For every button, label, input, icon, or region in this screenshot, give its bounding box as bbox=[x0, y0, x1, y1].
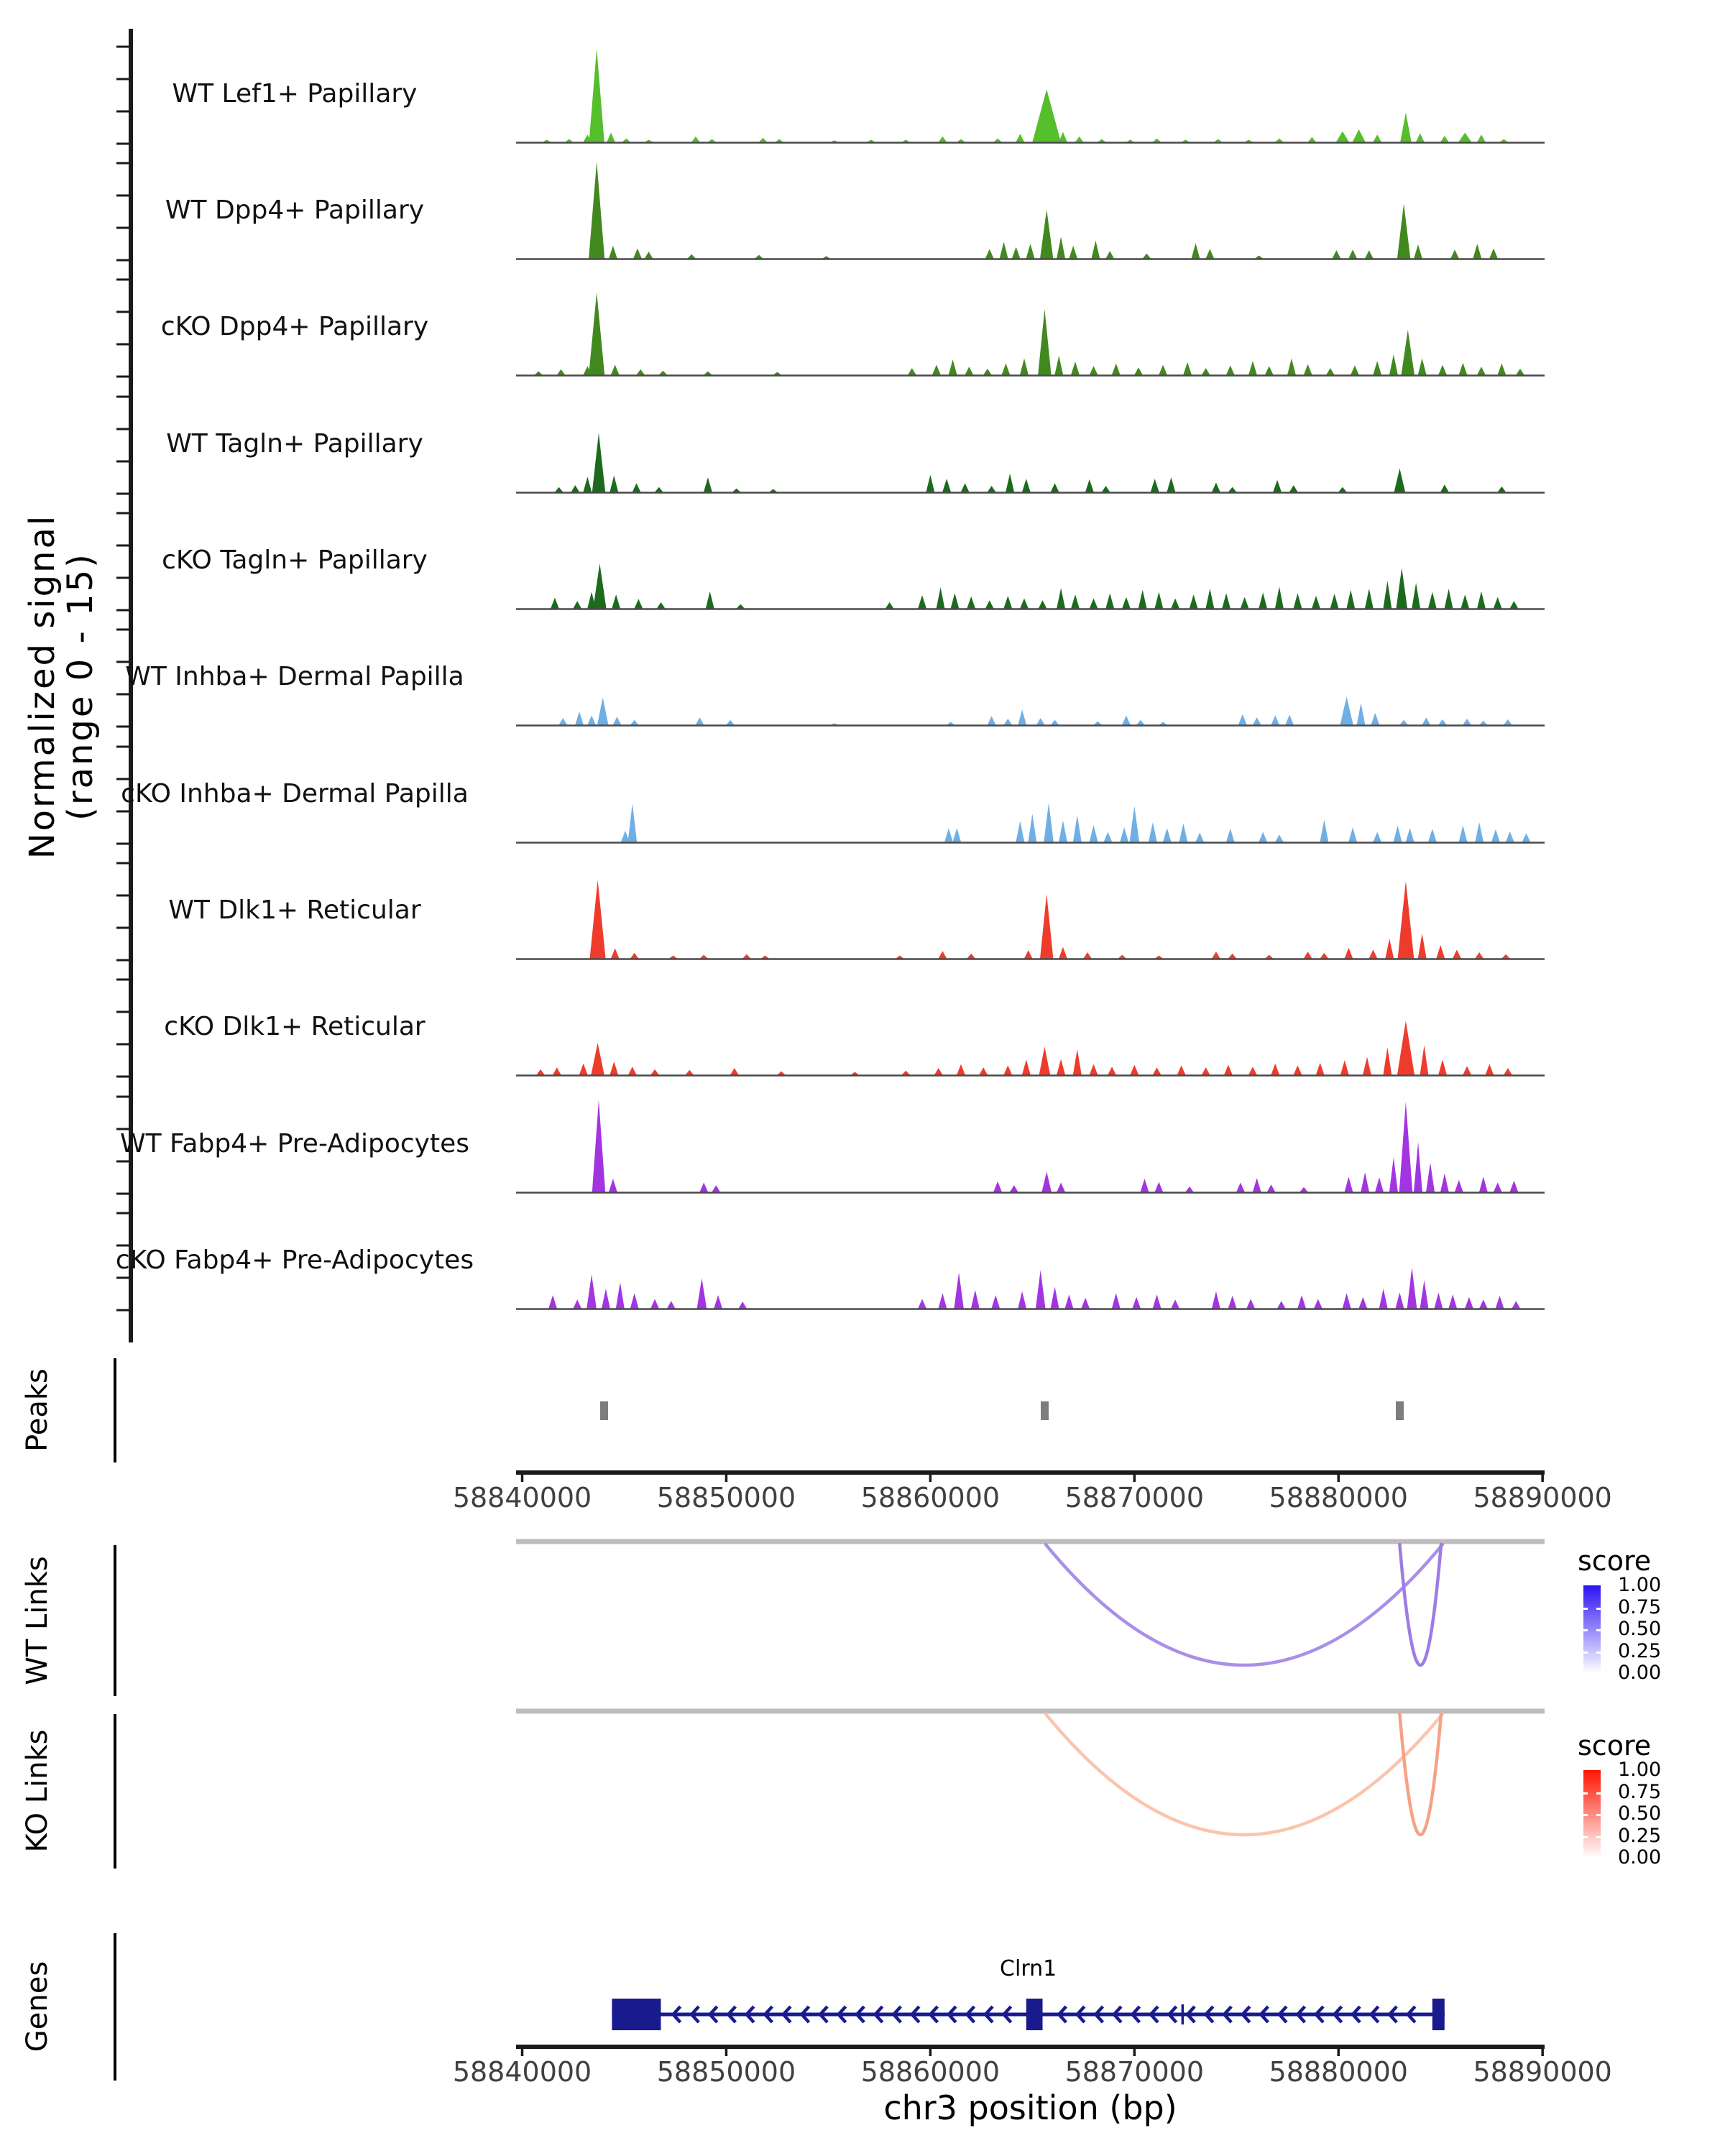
axis-tick-label: 58870000 bbox=[1064, 2056, 1205, 2088]
coverage-track bbox=[516, 1084, 1549, 1196]
axis-tick-label: 58860000 bbox=[860, 2056, 1000, 2088]
axis-tick-label: 58890000 bbox=[1473, 2056, 1612, 2088]
gene-name-label: Clrn1 bbox=[1000, 1956, 1057, 1981]
legend-label: 0.50 bbox=[1618, 1802, 1662, 1825]
legend-label: 1.00 bbox=[1618, 1574, 1662, 1596]
y-axis-label-line2: (range 0 - 15) bbox=[60, 552, 101, 821]
gene-exon bbox=[1432, 1999, 1445, 2030]
coverage-track bbox=[516, 851, 1549, 962]
legend-label: 0.75 bbox=[1618, 1595, 1662, 1618]
link-arc bbox=[1046, 1544, 1443, 1665]
axis-tick-label: 58860000 bbox=[860, 1482, 1000, 1514]
link-arc bbox=[1399, 1714, 1441, 1835]
axis-tick-label: 58880000 bbox=[1269, 2056, 1408, 2088]
x-axis-top bbox=[452, 1470, 1612, 1520]
genes-bracket bbox=[114, 1933, 116, 2081]
legend-label: 0.00 bbox=[1618, 1846, 1662, 1869]
coverage-track bbox=[516, 151, 1549, 262]
legend-label: 1.00 bbox=[1618, 1759, 1662, 1781]
axis-tick-label: 58840000 bbox=[452, 1482, 592, 1514]
wt-links-panel-label: WT Links bbox=[21, 1556, 54, 1685]
peaks-bracket bbox=[114, 1358, 116, 1462]
legend-label: 0.00 bbox=[1618, 1662, 1662, 1684]
legend-tick-labels bbox=[1618, 1575, 1661, 1685]
ko-links-score-legend bbox=[1576, 1730, 1724, 1881]
legend-title: score bbox=[1578, 1545, 1652, 1577]
legend-tick-labels bbox=[1618, 1759, 1661, 1869]
axis-tick-label: 58880000 bbox=[1269, 1482, 1408, 1514]
wt-links-bracket bbox=[114, 1545, 116, 1696]
gene-exon bbox=[612, 1999, 661, 2030]
x-axis-title: chr3 position (bp) bbox=[883, 2088, 1177, 2127]
coverage-track bbox=[516, 267, 1549, 379]
ko-links-bracket bbox=[114, 1714, 116, 1869]
wt-links-score-legend bbox=[1576, 1545, 1724, 1696]
link-arc bbox=[1046, 1714, 1443, 1835]
axis-tick-label: 58890000 bbox=[1473, 1482, 1612, 1514]
peaks-panel-label: Peaks bbox=[21, 1368, 54, 1452]
genes-panel-label: Genes bbox=[21, 1961, 54, 2053]
track-label: WT Fabp4+ Pre-Adipocytes bbox=[120, 1129, 469, 1158]
track-label: cKO Inhba+ Dermal Papilla bbox=[121, 779, 469, 808]
peak-interval bbox=[600, 1401, 608, 1420]
axis-tick-label: 58850000 bbox=[656, 1482, 796, 1514]
track-label: WT Dlk1+ Reticular bbox=[168, 895, 421, 925]
track-label: cKO Dpp4+ Papillary bbox=[160, 312, 429, 341]
legend-label: 0.25 bbox=[1618, 1639, 1662, 1662]
axis-tick-label: 58870000 bbox=[1064, 1482, 1205, 1514]
legend-title: score bbox=[1578, 1730, 1652, 1761]
track-label: cKO Tagln+ Papillary bbox=[162, 545, 428, 575]
coverage-track bbox=[516, 734, 1549, 846]
axis-tick-label: 58850000 bbox=[656, 2056, 796, 2088]
link-arc bbox=[1399, 1544, 1441, 1665]
coverage-track bbox=[516, 1201, 1549, 1312]
gene-exon bbox=[1026, 1999, 1043, 2030]
score-gradient-bar bbox=[1583, 1585, 1601, 1673]
coverage-track bbox=[516, 501, 1549, 612]
track-label: cKO Dlk1+ Reticular bbox=[164, 1012, 426, 1041]
track-label: WT Tagln+ Papillary bbox=[166, 429, 423, 459]
score-gradient-bar bbox=[1583, 1770, 1601, 1858]
track-label: cKO Fabp4+ Pre-Adipocytes bbox=[115, 1245, 474, 1275]
peak-interval bbox=[1396, 1401, 1404, 1420]
coverage-track bbox=[516, 967, 1549, 1079]
axis-tick-label: 58840000 bbox=[452, 2056, 592, 2088]
legend-label: 0.75 bbox=[1618, 1780, 1662, 1803]
coverage-track bbox=[516, 384, 1549, 496]
gene-exon bbox=[1182, 2004, 1184, 2024]
track-label: WT Lef1+ Papillary bbox=[172, 79, 418, 109]
ko-links-panel-label: KO Links bbox=[21, 1729, 54, 1853]
track-label: WT Inhba+ Dermal Papilla bbox=[125, 662, 464, 691]
coverage-track bbox=[516, 617, 1549, 729]
wt-links-arcs bbox=[516, 1539, 1551, 1708]
y-axis-label-line1: Normalized signal bbox=[22, 513, 63, 860]
peak-interval bbox=[1041, 1401, 1049, 1420]
ko-links-arcs bbox=[516, 1708, 1551, 1877]
coverage-track bbox=[516, 34, 1549, 146]
track-label: WT Dpp4+ Papillary bbox=[165, 195, 425, 225]
legend-label: 0.50 bbox=[1618, 1618, 1662, 1640]
legend-label: 0.25 bbox=[1618, 1824, 1662, 1847]
x-axis-bottom bbox=[452, 2044, 1612, 2094]
